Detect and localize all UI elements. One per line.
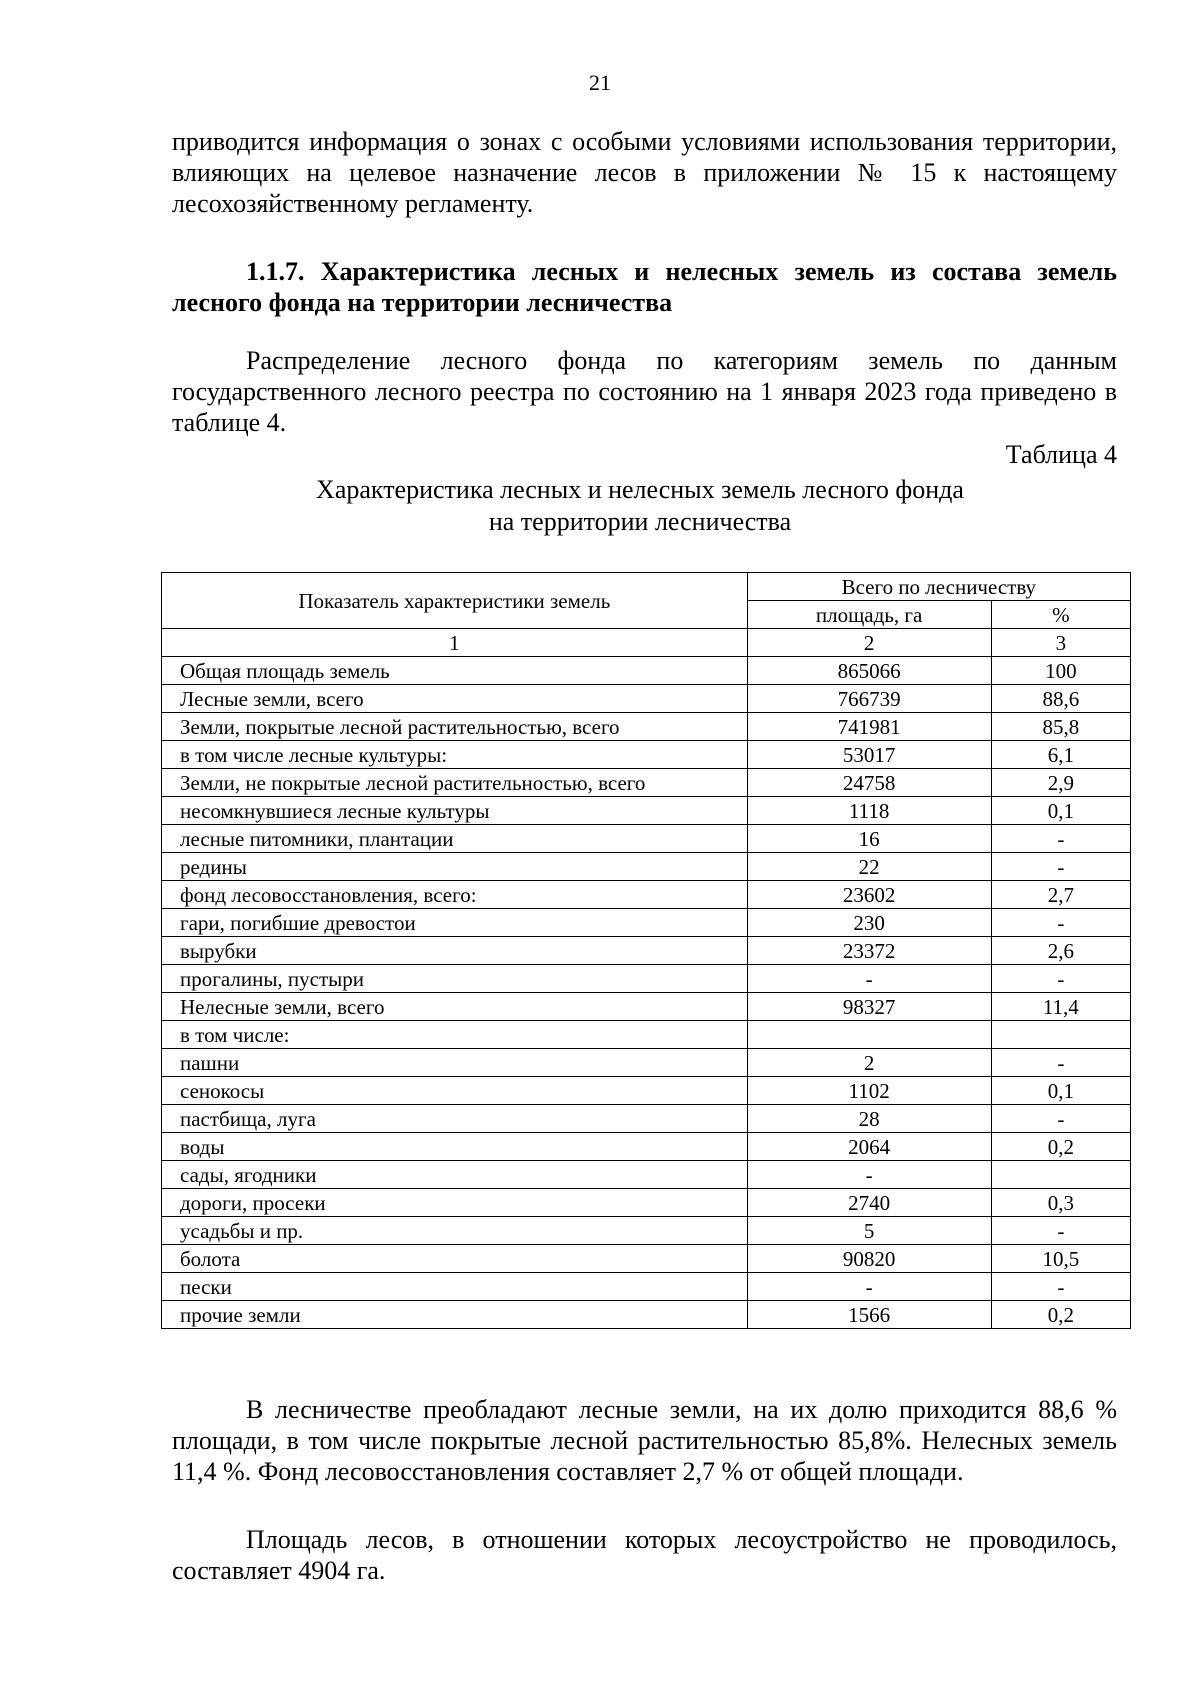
row-name-cell: сады, ягодники bbox=[162, 1161, 748, 1189]
table-row bbox=[162, 1077, 1131, 1105]
page-number: 21 bbox=[589, 70, 611, 95]
table-row bbox=[162, 881, 1131, 909]
row-name-cell: в том числе лесные культуры: bbox=[162, 741, 748, 769]
section-heading: 1.1.7. Характеристика лесных и нелесных земель из состава земель лесного фонда на территории лесничества bbox=[172, 257, 1117, 317]
intro-paragraph: приводится информация о зонах с особыми условиями использования территории, влияющих на целевое назначение лесов в приложении № 15 к настоящему лесохозяйственному регламенту. bbox=[172, 127, 1117, 218]
land-characteristics-table bbox=[161, 572, 1131, 1329]
row-name-cell: редины bbox=[162, 853, 748, 881]
row-percent-cell: 0,3 bbox=[991, 1189, 1130, 1217]
row-area-cell: 1102 bbox=[747, 1077, 991, 1105]
row-area-cell: - bbox=[747, 1273, 991, 1301]
row-area-cell: 90820 bbox=[747, 1245, 991, 1273]
row-area-cell: 5 bbox=[747, 1217, 991, 1245]
row-name-cell: Общая площадь земель bbox=[162, 657, 748, 685]
row-name-cell: Нелесные земли, всего bbox=[162, 993, 748, 1021]
table-row bbox=[162, 1133, 1131, 1161]
row-area-cell: 23372 bbox=[747, 937, 991, 965]
row-name-cell: Земли, покрытые лесной растительностью, всего bbox=[162, 713, 748, 741]
row-percent-cell bbox=[991, 1161, 1130, 1189]
row-percent-cell: - bbox=[991, 965, 1130, 993]
summary-paragraph: В лесничестве преобладают лесные земли, на их долю приходится 88,6 % площади, в том числе покрытые лесной растительностью 85,8%. Нелесных земель 11,4 %. Фонд лесовосстановления составляет 2,7 % от общей площади. bbox=[172, 1395, 1117, 1486]
column-number-2: 2 bbox=[747, 629, 991, 657]
column-number-1: 1 bbox=[162, 629, 748, 657]
row-area-cell: 1566 bbox=[747, 1301, 991, 1329]
row-name-cell: болота bbox=[162, 1245, 748, 1273]
table-title-line-1: Характеристика лесных и нелесных земель лесного фонда bbox=[316, 475, 964, 504]
row-name-cell: прочие земли bbox=[162, 1301, 748, 1329]
row-area-cell: 53017 bbox=[747, 741, 991, 769]
row-percent-cell: 2,7 bbox=[991, 881, 1130, 909]
header-indicator: Показатель характеристики земель bbox=[162, 573, 748, 629]
row-percent-cell: 85,8 bbox=[991, 713, 1130, 741]
table-row bbox=[162, 825, 1131, 853]
table-label: Таблица 4 bbox=[1005, 440, 1117, 469]
row-area-cell bbox=[747, 1021, 991, 1049]
table-row bbox=[162, 657, 1131, 685]
table-row bbox=[162, 1301, 1131, 1329]
row-percent-cell: - bbox=[991, 853, 1130, 881]
table-title bbox=[160, 474, 1120, 538]
row-name-cell: гари, погибшие древостои bbox=[162, 909, 748, 937]
row-area-cell: 22 bbox=[747, 853, 991, 881]
row-percent-cell: - bbox=[991, 1105, 1130, 1133]
table-row bbox=[162, 797, 1131, 825]
row-area-cell: 865066 bbox=[747, 657, 991, 685]
row-percent-cell: 88,6 bbox=[991, 685, 1130, 713]
row-area-cell: 2740 bbox=[747, 1189, 991, 1217]
row-name-cell: пашни bbox=[162, 1049, 748, 1077]
table-header-row bbox=[162, 573, 1131, 601]
header-percent: % bbox=[991, 601, 1130, 629]
row-area-cell: 2 bbox=[747, 1049, 991, 1077]
row-percent-cell: 11,4 bbox=[991, 993, 1130, 1021]
row-percent-cell: - bbox=[991, 909, 1130, 937]
table-row bbox=[162, 713, 1131, 741]
table-row bbox=[162, 937, 1131, 965]
row-name-cell: усадьбы и пр. bbox=[162, 1217, 748, 1245]
table-row bbox=[162, 1189, 1131, 1217]
header-area: площадь, га bbox=[747, 601, 991, 629]
row-name-cell: пески bbox=[162, 1273, 748, 1301]
row-area-cell: 28 bbox=[747, 1105, 991, 1133]
table-row bbox=[162, 1161, 1131, 1189]
row-percent-cell: 0,2 bbox=[991, 1301, 1130, 1329]
row-percent-cell: 0,1 bbox=[991, 797, 1130, 825]
row-percent-cell: 10,5 bbox=[991, 1245, 1130, 1273]
row-percent-cell: - bbox=[991, 1217, 1130, 1245]
table-row bbox=[162, 1105, 1131, 1133]
row-area-cell: - bbox=[747, 965, 991, 993]
table-row bbox=[162, 741, 1131, 769]
row-area-cell: 2064 bbox=[747, 1133, 991, 1161]
row-area-cell: 766739 bbox=[747, 685, 991, 713]
row-name-cell: пастбища, луга bbox=[162, 1105, 748, 1133]
table-row bbox=[162, 853, 1131, 881]
row-percent-cell: 100 bbox=[991, 657, 1130, 685]
table-row bbox=[162, 1245, 1131, 1273]
header-total: Всего по лесничеству bbox=[747, 573, 1130, 601]
row-area-cell: 741981 bbox=[747, 713, 991, 741]
row-area-cell: - bbox=[747, 1161, 991, 1189]
row-area-cell: 24758 bbox=[747, 769, 991, 797]
row-percent-cell: 2,6 bbox=[991, 937, 1130, 965]
row-name-cell: Земли, не покрытые лесной растительностью, всего bbox=[162, 769, 748, 797]
column-number-3: 3 bbox=[991, 629, 1130, 657]
row-percent-cell: 0,1 bbox=[991, 1077, 1130, 1105]
row-name-cell: воды bbox=[162, 1133, 748, 1161]
table-row bbox=[162, 1217, 1131, 1245]
row-name-cell: лесные питомники, плантации bbox=[162, 825, 748, 853]
row-percent-cell: - bbox=[991, 1273, 1130, 1301]
row-percent-cell: 6,1 bbox=[991, 741, 1130, 769]
row-name-cell: фонд лесовосстановления, всего: bbox=[162, 881, 748, 909]
table-title-line-2: на территории лесничества bbox=[488, 507, 792, 536]
row-percent-cell: 0,2 bbox=[991, 1133, 1130, 1161]
row-name-cell: прогалины, пустыри bbox=[162, 965, 748, 993]
row-name-cell: вырубки bbox=[162, 937, 748, 965]
distribution-paragraph: Распределение лесного фонда по категориям земель по данным государственного лесного реестра по состоянию на 1 января 2023 года приведено в таблице 4. bbox=[172, 346, 1117, 437]
table-row bbox=[162, 965, 1131, 993]
row-area-cell: 1118 bbox=[747, 797, 991, 825]
row-area-cell: 23602 bbox=[747, 881, 991, 909]
table-row bbox=[162, 1273, 1131, 1301]
table-row bbox=[162, 1021, 1131, 1049]
table-row bbox=[162, 993, 1131, 1021]
row-area-cell: 16 bbox=[747, 825, 991, 853]
table-row bbox=[162, 909, 1131, 937]
table-row bbox=[162, 769, 1131, 797]
row-percent-cell bbox=[991, 1021, 1130, 1049]
column-number-row bbox=[162, 629, 1131, 657]
row-percent-cell: - bbox=[991, 1049, 1130, 1077]
row-name-cell: в том числе: bbox=[162, 1021, 748, 1049]
row-area-cell: 98327 bbox=[747, 993, 991, 1021]
row-percent-cell: 2,9 bbox=[991, 769, 1130, 797]
table-row bbox=[162, 685, 1131, 713]
area-paragraph: Площадь лесов, в отношении которых лесоустройство не проводилось, составляет 4904 га. bbox=[172, 1525, 1117, 1585]
row-name-cell: несомкнувшиеся лесные культуры bbox=[162, 797, 748, 825]
row-name-cell: Лесные земли, всего bbox=[162, 685, 748, 713]
row-percent-cell: - bbox=[991, 825, 1130, 853]
row-name-cell: дороги, просеки bbox=[162, 1189, 748, 1217]
table-body bbox=[162, 657, 1131, 1329]
table-row bbox=[162, 1049, 1131, 1077]
row-area-cell: 230 bbox=[747, 909, 991, 937]
row-name-cell: сенокосы bbox=[162, 1077, 748, 1105]
